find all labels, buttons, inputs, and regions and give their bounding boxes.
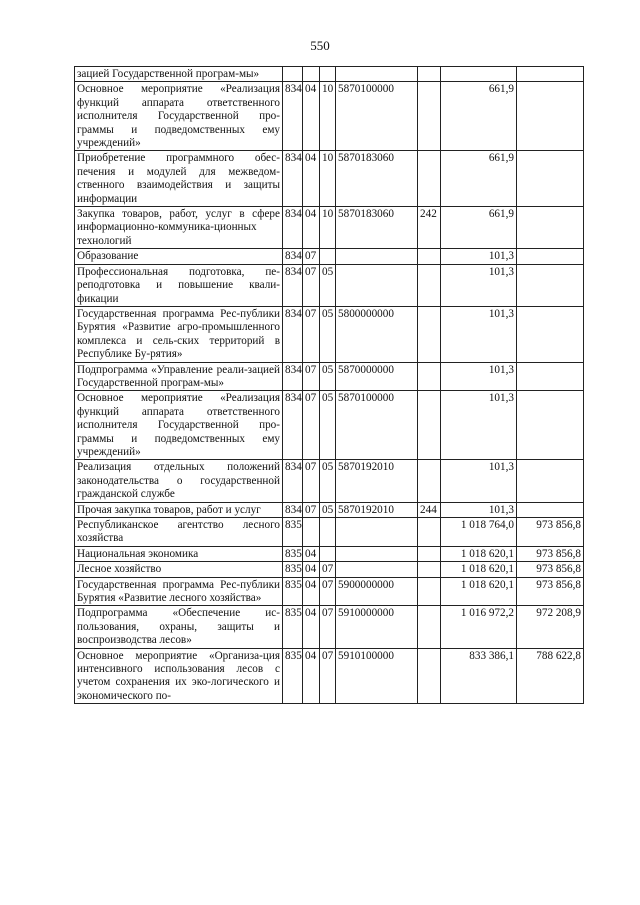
table-row bbox=[75, 577, 584, 606]
subsection-code-cell bbox=[320, 249, 336, 264]
section-code-cell: 04 bbox=[303, 577, 320, 606]
amount-year1-cell: 101,3 bbox=[441, 502, 517, 517]
item-name-cell: Профессиональная подготовка, пе-реподготовка и повышение квали-фикации bbox=[75, 264, 283, 306]
item-name-cell: Основное мероприятие «Реализация функций аппарата ответственного исполнителя Государственной про-граммы и подведомственных ему учреждений» bbox=[75, 82, 283, 151]
table-row bbox=[75, 67, 584, 82]
item-name-cell: Приобретение программного обес-печения и модулей для межведом-ственного взаимодействия и защиты информации bbox=[75, 151, 283, 207]
grbs-code-cell: 835 bbox=[283, 606, 303, 648]
target-article-cell: 5910100000 bbox=[336, 648, 418, 704]
section-code-cell: 04 bbox=[303, 82, 320, 151]
item-name-cell: Прочая закупка товаров, работ и услуг bbox=[75, 502, 283, 517]
item-name-cell: Реализация отдельных положений законодательства о государственной гражданской службе bbox=[75, 460, 283, 502]
grbs-code-cell: 835 bbox=[283, 518, 303, 547]
expense-type-cell bbox=[418, 518, 441, 547]
amount-year2-cell bbox=[517, 306, 584, 362]
target-article-cell: 5870192010 bbox=[336, 502, 418, 517]
expense-type-cell bbox=[418, 577, 441, 606]
table-row bbox=[75, 460, 584, 502]
amount-year2-cell bbox=[517, 67, 584, 82]
target-article-cell bbox=[336, 249, 418, 264]
item-name-cell: Республиканское агентство лесного хозяйства bbox=[75, 518, 283, 547]
subsection-code-cell bbox=[320, 67, 336, 82]
amount-year2-cell bbox=[517, 502, 584, 517]
section-code-cell bbox=[303, 518, 320, 547]
grbs-code-cell: 834 bbox=[283, 151, 303, 207]
expense-type-cell bbox=[418, 306, 441, 362]
grbs-code-cell: 834 bbox=[283, 249, 303, 264]
subsection-code-cell: 05 bbox=[320, 391, 336, 460]
grbs-code-cell bbox=[283, 67, 303, 82]
grbs-code-cell: 834 bbox=[283, 82, 303, 151]
amount-year1-cell: 101,3 bbox=[441, 362, 517, 391]
amount-year2-cell bbox=[517, 207, 584, 249]
amount-year1-cell: 101,3 bbox=[441, 460, 517, 502]
section-code-cell: 04 bbox=[303, 546, 320, 561]
table-row bbox=[75, 249, 584, 264]
expense-type-cell bbox=[418, 264, 441, 306]
amount-year1-cell: 1 018 620,1 bbox=[441, 562, 517, 577]
amount-year1-cell: 661,9 bbox=[441, 207, 517, 249]
amount-year2-cell bbox=[517, 362, 584, 391]
table-row bbox=[75, 648, 584, 704]
amount-year2-cell bbox=[517, 460, 584, 502]
grbs-code-cell: 834 bbox=[283, 264, 303, 306]
expense-type-cell bbox=[418, 460, 441, 502]
table-row bbox=[75, 82, 584, 151]
expense-type-cell bbox=[418, 249, 441, 264]
subsection-code-cell: 05 bbox=[320, 264, 336, 306]
target-article-cell bbox=[336, 546, 418, 561]
table-row bbox=[75, 518, 584, 547]
subsection-code-cell: 05 bbox=[320, 460, 336, 502]
section-code-cell: 07 bbox=[303, 249, 320, 264]
expense-type-cell bbox=[418, 67, 441, 82]
subsection-code-cell: 07 bbox=[320, 577, 336, 606]
amount-year2-cell bbox=[517, 82, 584, 151]
target-article-cell bbox=[336, 67, 418, 82]
amount-year2-cell bbox=[517, 249, 584, 264]
item-name-cell: Образование bbox=[75, 249, 283, 264]
section-code-cell: 04 bbox=[303, 207, 320, 249]
amount-year1-cell: 101,3 bbox=[441, 264, 517, 306]
subsection-code-cell: 10 bbox=[320, 82, 336, 151]
section-code-cell: 07 bbox=[303, 460, 320, 502]
target-article-cell bbox=[336, 518, 418, 547]
grbs-code-cell: 834 bbox=[283, 362, 303, 391]
subsection-code-cell: 05 bbox=[320, 362, 336, 391]
amount-year2-cell: 788 622,8 bbox=[517, 648, 584, 704]
amount-year1-cell: 1 018 620,1 bbox=[441, 577, 517, 606]
target-article-cell: 5870183060 bbox=[336, 207, 418, 249]
table-row bbox=[75, 606, 584, 648]
expense-type-cell bbox=[418, 648, 441, 704]
section-code-cell: 07 bbox=[303, 391, 320, 460]
section-code-cell: 04 bbox=[303, 151, 320, 207]
amount-year1-cell: 101,3 bbox=[441, 391, 517, 460]
expense-type-cell bbox=[418, 82, 441, 151]
section-code-cell: 07 bbox=[303, 264, 320, 306]
amount-year1-cell: 101,3 bbox=[441, 249, 517, 264]
target-article-cell: 5870000000 bbox=[336, 362, 418, 391]
section-code-cell: 04 bbox=[303, 562, 320, 577]
target-article-cell: 5870100000 bbox=[336, 82, 418, 151]
target-article-cell bbox=[336, 562, 418, 577]
item-name-cell: Основное мероприятие «Реализация функций аппарата ответственного исполнителя Государственной про-граммы и подведомственных ему учреждений» bbox=[75, 391, 283, 460]
amount-year1-cell: 833 386,1 bbox=[441, 648, 517, 704]
item-name-cell: Подпрограмма «Обеспечение ис-пользования, охраны, защиты и воспроизводства лесов» bbox=[75, 606, 283, 648]
amount-year1-cell: 1 018 620,1 bbox=[441, 546, 517, 561]
amount-year2-cell bbox=[517, 391, 584, 460]
amount-year2-cell: 973 856,8 bbox=[517, 577, 584, 606]
table-row bbox=[75, 391, 584, 460]
target-article-cell: 5900000000 bbox=[336, 577, 418, 606]
subsection-code-cell: 05 bbox=[320, 502, 336, 517]
table-row bbox=[75, 546, 584, 561]
grbs-code-cell: 834 bbox=[283, 391, 303, 460]
subsection-code-cell: 07 bbox=[320, 648, 336, 704]
item-name-cell: Лесное хозяйство bbox=[75, 562, 283, 577]
item-name-cell: зацией Государственной програм-мы» bbox=[75, 67, 283, 82]
amount-year1-cell: 661,9 bbox=[441, 151, 517, 207]
section-code-cell: 07 bbox=[303, 306, 320, 362]
amount-year1-cell: 661,9 bbox=[441, 82, 517, 151]
subsection-code-cell: 10 bbox=[320, 151, 336, 207]
grbs-code-cell: 835 bbox=[283, 577, 303, 606]
grbs-code-cell: 834 bbox=[283, 460, 303, 502]
table-row bbox=[75, 264, 584, 306]
grbs-code-cell: 835 bbox=[283, 546, 303, 561]
subsection-code-cell bbox=[320, 546, 336, 561]
item-name-cell: Государственная программа Рес-публики Бурятия «Развитие лесного хозяйства» bbox=[75, 577, 283, 606]
table-row bbox=[75, 306, 584, 362]
item-name-cell: Государственная программа Рес-публики Бурятия «Развитие агро-промышленного комплекса и сель-ских территорий в Республике Бу-рятия» bbox=[75, 306, 283, 362]
subsection-code-cell bbox=[320, 518, 336, 547]
amount-year2-cell bbox=[517, 264, 584, 306]
amount-year2-cell: 973 856,8 bbox=[517, 546, 584, 561]
expense-type-cell bbox=[418, 362, 441, 391]
section-code-cell: 04 bbox=[303, 606, 320, 648]
target-article-cell: 5910000000 bbox=[336, 606, 418, 648]
amount-year1-cell bbox=[441, 67, 517, 82]
expense-type-cell bbox=[418, 546, 441, 561]
section-code-cell: 07 bbox=[303, 502, 320, 517]
section-code-cell bbox=[303, 67, 320, 82]
subsection-code-cell: 05 bbox=[320, 306, 336, 362]
amount-year1-cell: 101,3 bbox=[441, 306, 517, 362]
amount-year1-cell: 1 016 972,2 bbox=[441, 606, 517, 648]
amount-year2-cell bbox=[517, 151, 584, 207]
page-number: 550 bbox=[310, 38, 330, 53]
target-article-cell bbox=[336, 264, 418, 306]
table-row bbox=[75, 207, 584, 249]
expense-type-cell bbox=[418, 391, 441, 460]
table-row bbox=[75, 362, 584, 391]
grbs-code-cell: 834 bbox=[283, 207, 303, 249]
table-row bbox=[75, 502, 584, 517]
target-article-cell: 5800000000 bbox=[336, 306, 418, 362]
amount-year2-cell: 972 208,9 bbox=[517, 606, 584, 648]
section-code-cell: 04 bbox=[303, 648, 320, 704]
target-article-cell: 5870100000 bbox=[336, 391, 418, 460]
expense-type-cell bbox=[418, 151, 441, 207]
expense-type-cell: 242 bbox=[418, 207, 441, 249]
target-article-cell: 5870192010 bbox=[336, 460, 418, 502]
expense-type-cell bbox=[418, 606, 441, 648]
amount-year2-cell: 973 856,8 bbox=[517, 518, 584, 547]
subsection-code-cell: 07 bbox=[320, 562, 336, 577]
grbs-code-cell: 835 bbox=[283, 562, 303, 577]
expense-type-cell bbox=[418, 562, 441, 577]
subsection-code-cell: 10 bbox=[320, 207, 336, 249]
section-code-cell: 07 bbox=[303, 362, 320, 391]
target-article-cell: 5870183060 bbox=[336, 151, 418, 207]
amount-year1-cell: 1 018 764,0 bbox=[441, 518, 517, 547]
item-name-cell: Национальная экономика bbox=[75, 546, 283, 561]
budget-table bbox=[74, 66, 584, 704]
subsection-code-cell: 07 bbox=[320, 606, 336, 648]
item-name-cell: Закупка товаров, работ, услуг в сфере информационно-коммуника-ционных технологий bbox=[75, 207, 283, 249]
grbs-code-cell: 835 bbox=[283, 648, 303, 704]
grbs-code-cell: 834 bbox=[283, 502, 303, 517]
grbs-code-cell: 834 bbox=[283, 306, 303, 362]
table-row bbox=[75, 151, 584, 207]
amount-year2-cell: 973 856,8 bbox=[517, 562, 584, 577]
item-name-cell: Основное мероприятие «Организа-ция интенсивного использования лесов с учетом сохранения их эко-логического и экономического по- bbox=[75, 648, 283, 704]
item-name-cell: Подпрограмма «Управление реали-зацией Государственной програм-мы» bbox=[75, 362, 283, 391]
expense-type-cell: 244 bbox=[418, 502, 441, 517]
table-row bbox=[75, 562, 584, 577]
